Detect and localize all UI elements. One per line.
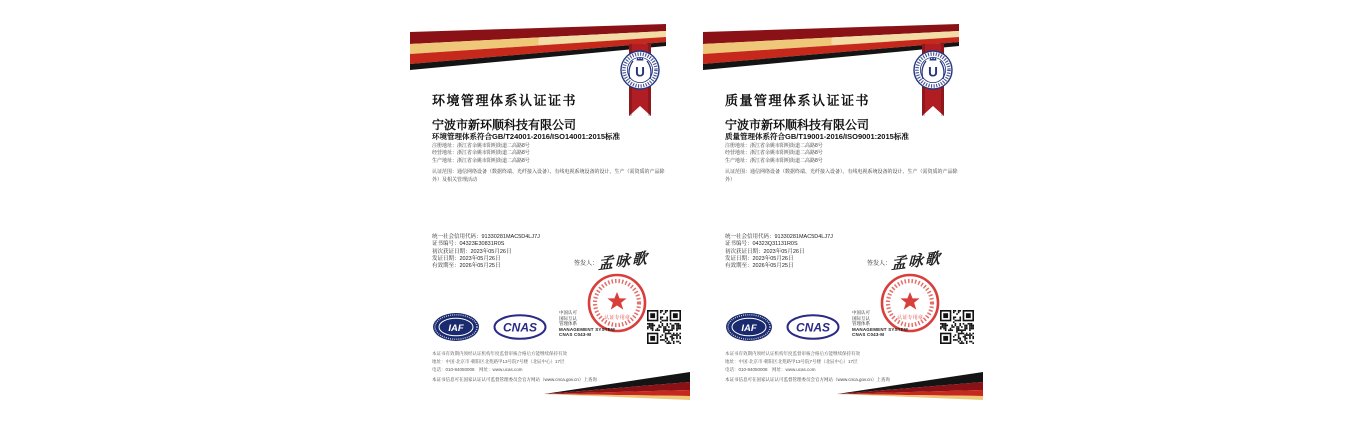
info-line-cert-number: 证书编号：04323Q31131R0S <box>725 241 798 248</box>
signature-handwriting: 孟咏歌 <box>598 248 649 274</box>
bottom-stripes-wedge-icon <box>544 368 690 400</box>
footer-line-phone-web: 电话：010-84050008 网址：www.ucas.com <box>432 367 523 373</box>
address-block <box>725 143 823 165</box>
signer-label: 签发人： <box>867 261 892 267</box>
company-name: 宁波市新环顺科技有限公司 <box>432 118 577 132</box>
iaf-label: IAF <box>448 323 464 334</box>
cnas-label: CNAS <box>795 320 831 335</box>
info-line-first-issue-date: 初次获证日期：2023年05月26日 <box>432 248 512 255</box>
qr-code <box>647 310 681 344</box>
certification-medal-emblem-icon <box>905 38 961 122</box>
cnas-code-label: CNAS C043-M <box>559 332 592 338</box>
certificate-title: 环境管理体系认证证书 <box>432 93 578 108</box>
standard-line: 质量管理体系符合GB/T19001-2016/ISO9001:2015标准 <box>725 132 909 141</box>
cnas-code-label: CNAS C043-M <box>852 332 885 338</box>
info-line-first-issue-date: 初次获证日期：2023年05月26日 <box>725 248 805 255</box>
address-line-production: 生产地址：浙江省余姚市阳明街道二高路8号 <box>725 157 823 164</box>
info-line-credit-code: 统一社会信用代码：91330281MAC5D4LJ7J <box>432 234 540 240</box>
accreditation-line-cn3: 管理体系 <box>852 321 870 327</box>
certificate-quality <box>699 12 984 424</box>
iaf-label: IAF <box>741 323 757 334</box>
accreditation-line-cn3: 管理体系 <box>559 321 577 327</box>
signature-handwriting: 孟咏歌 <box>891 248 942 274</box>
certification-scope: 认证范围：通信网络设备（数据终端、光纤接入设备）、有线电视系统设备的设计、生产（需资质的产品除外）及相关管理活动 <box>432 169 665 183</box>
info-line-issue-date: 发证日期：2023年05月26日 <box>432 255 501 262</box>
footer-line-phone-web: 电话：010-84050008 网址：www.ucas.com <box>725 367 816 373</box>
iaf-logo-icon <box>432 312 480 342</box>
stamp-text: 认证专用章 <box>604 315 630 321</box>
footer-line-validity: 本证书有效期内须经认证机构年度监督审核合格后方能继续保持有效 <box>725 351 860 356</box>
accreditation-line-cn2: 国际互认 <box>559 315 577 321</box>
info-line-issue-date: 发证日期：2023年05月26日 <box>725 255 794 262</box>
accreditation-badges-row <box>432 310 681 344</box>
certificate-info-block <box>432 234 540 270</box>
accreditation-text-block <box>852 310 908 338</box>
cnas-logo-icon <box>786 314 840 340</box>
info-line-expiry-date: 有效期至：2026年05月25日 <box>725 263 794 270</box>
certificate-info-block <box>725 234 833 270</box>
footer-line-cnca-query: 本证书信息可在国家认证认可监督管理委员会官方网站（www.cnca.gov.cn）上查询 <box>432 377 597 383</box>
certificate-title: 质量管理体系认证证书 <box>725 93 871 108</box>
stamp-text: 认证专用章 <box>897 315 923 321</box>
address-block <box>432 143 530 165</box>
iaf-logo-icon <box>725 312 773 342</box>
accreditation-line-cn2: 国际互认 <box>852 315 870 321</box>
footer-line-validity: 本证书有效期内须经认证机构年度监督审核合格后方能继续保持有效 <box>432 351 567 356</box>
certificate-environmental <box>406 12 691 424</box>
address-line-business: 经营地址：浙江省余姚市阳明街道二高路8号 <box>725 150 823 157</box>
address-line-production: 生产地址：浙江省余姚市阳明街道二高路8号 <box>432 157 530 164</box>
accreditation-line-cn1: 中国认可 <box>852 310 870 315</box>
standard-line: 环境管理体系符合GB/T24001-2016/ISO14001:2015标准 <box>432 132 620 141</box>
accreditation-line-cn1: 中国认可 <box>559 310 577 315</box>
management-system-label: MANAGEMENT SYSTEM <box>559 326 615 332</box>
info-line-cert-number: 证书编号：04323E30831R0S <box>432 241 505 248</box>
info-line-expiry-date: 有效期至：2026年05月25日 <box>432 263 501 270</box>
certification-scope: 认证范围：通信网络设备（数据终端、光纤接入设备）、有线电视系统设备的设计、生产（需资质的产品除外） <box>725 169 958 183</box>
signer-label: 签发人： <box>574 261 599 267</box>
signer-row <box>867 248 942 274</box>
address-line-registered: 注册地址：浙江省余姚市阳明街道二高路8号 <box>432 143 530 149</box>
info-line-credit-code: 统一社会信用代码：91330281MAC5D4LJ7J <box>725 234 833 240</box>
qr-code <box>940 310 974 344</box>
accreditation-text-block <box>559 310 615 338</box>
accreditation-badges-row <box>725 310 974 344</box>
management-system-label: MANAGEMENT SYSTEM <box>852 326 908 332</box>
emblem-letter: U <box>928 64 938 80</box>
bottom-stripes-wedge-icon <box>837 368 983 400</box>
emblem-letter: U <box>635 64 645 80</box>
footer-line-address: 地址：中国·北京市·朝阳区北苑路甲13号院7号楼（北辰中心）17层 <box>432 359 565 365</box>
signer-row <box>574 248 649 274</box>
footer-line-address: 地址：中国·北京市·朝阳区北苑路甲13号院7号楼（北辰中心）17层 <box>725 359 858 365</box>
cnas-logo-icon <box>493 314 547 340</box>
footer-line-cnca-query: 本证书信息可在国家认证认可监督管理委员会官方网站（www.cnca.gov.cn）上查询 <box>725 377 890 383</box>
company-name: 宁波市新环顺科技有限公司 <box>725 118 870 132</box>
certification-medal-emblem-icon <box>612 38 668 122</box>
address-line-registered: 注册地址：浙江省余姚市阳明街道二高路8号 <box>725 143 823 149</box>
address-line-business: 经营地址：浙江省余姚市阳明街道二高路8号 <box>432 150 530 157</box>
cnas-label: CNAS <box>502 320 538 335</box>
